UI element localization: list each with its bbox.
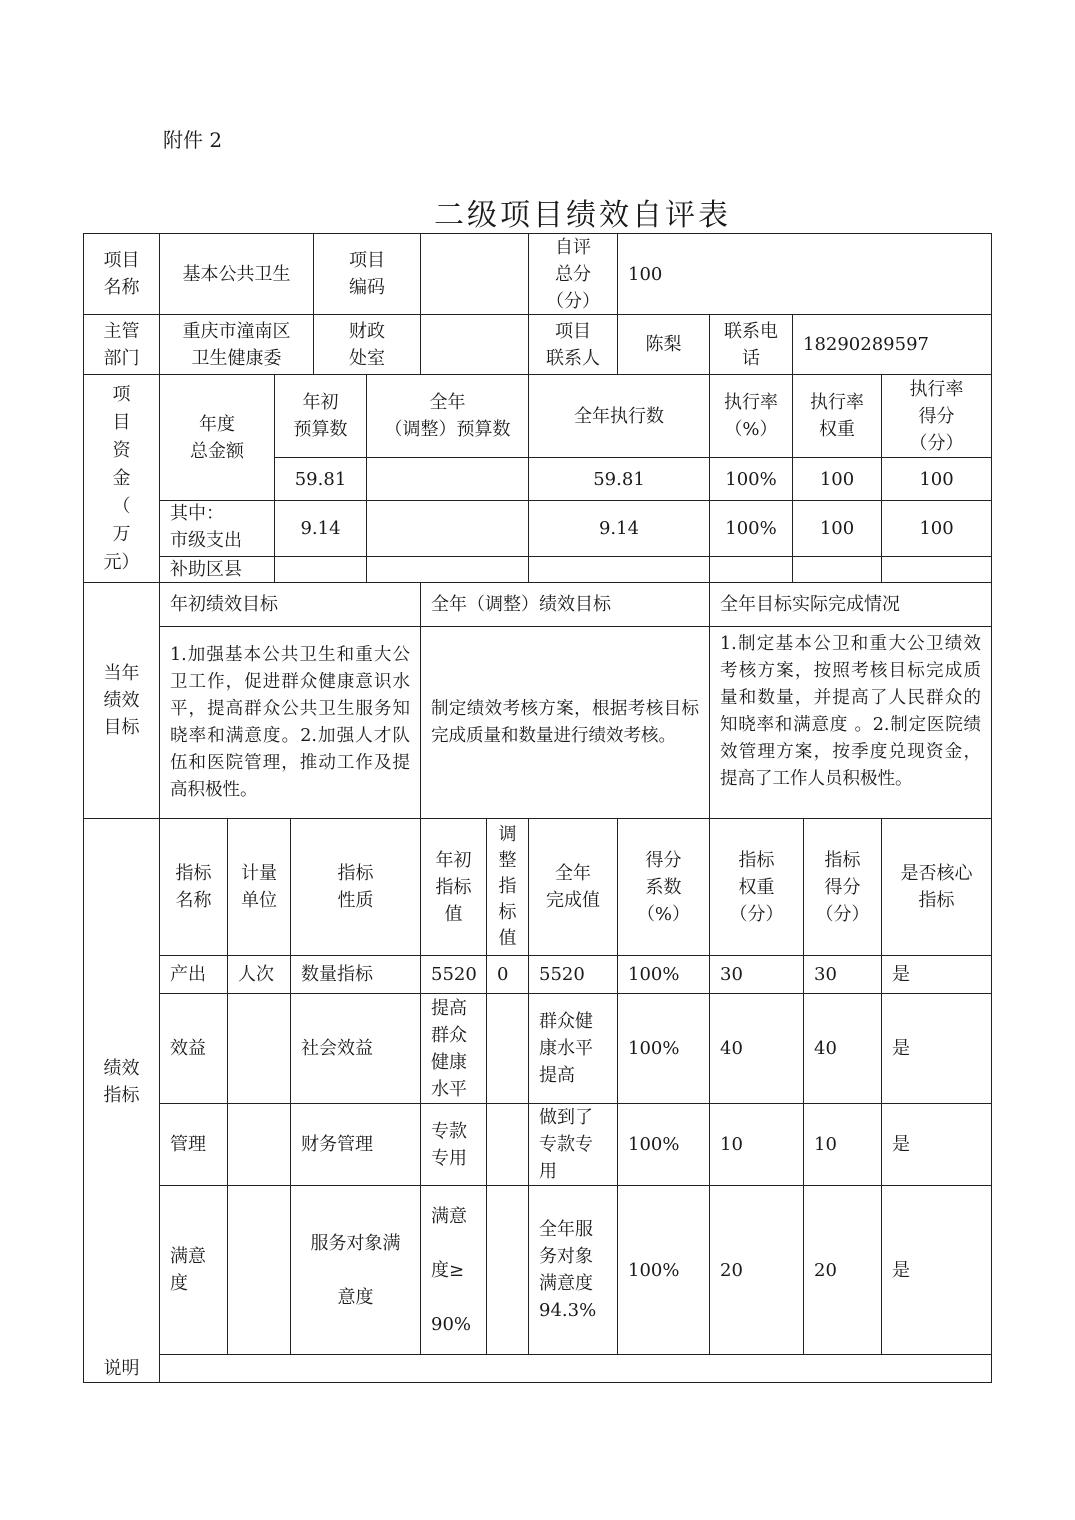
indicator-row-3-score: 20: [803, 1185, 882, 1355]
indicator-row-1-core: 是: [881, 993, 992, 1104]
notes-value: [159, 1354, 992, 1383]
indicator-row-2-score: 10: [803, 1103, 882, 1186]
indicator-row-3-unit: [227, 1185, 291, 1355]
rate-weight-header: 执行率 权重: [792, 374, 882, 458]
city-rate-weight: 100: [792, 500, 882, 557]
indicator-row-0-completed: 5520: [528, 955, 618, 994]
indicator-score-header: 指标 得分 （分）: [803, 818, 882, 956]
indicator-row-0-adjusted: 0: [486, 955, 529, 994]
contact-person-value: 陈梨: [617, 314, 710, 375]
actual-goal-header: 全年目标实际完成情况: [709, 582, 992, 627]
page-title: 二级项目绩效自评表: [434, 198, 731, 233]
initial-goal-header: 年初绩效目标: [159, 582, 421, 627]
funds-section-label: 项 目 资 金 （ 万 元）: [83, 374, 160, 583]
city-rate-score: 100: [881, 500, 992, 557]
indicator-row-3-weight: 20: [709, 1185, 804, 1355]
city-adjusted-budget: [366, 500, 529, 557]
indicator-row-1-completed: 群众健 康水平 提高: [528, 993, 618, 1104]
indicator-row-1-weight: 40: [709, 993, 804, 1104]
city-executed: 9.14: [528, 500, 710, 557]
phone-label: 联系电 话: [709, 314, 793, 375]
finance-office-label: 财政 处室: [313, 314, 421, 375]
total-initial-budget: 59.81: [274, 457, 367, 501]
indicator-row-2-name: 管理: [159, 1103, 228, 1186]
indicator-row-1-initial: 提高 群众 健康 水平: [420, 993, 487, 1104]
department-value: 重庆市潼南区 卫生健康委: [159, 314, 314, 375]
indicator-row-2-weight: 10: [709, 1103, 804, 1186]
nature-header: 指标 性质: [290, 818, 421, 956]
indicator-row-1-coefficient: 100%: [617, 993, 710, 1104]
executed-amount-header: 全年执行数: [528, 374, 710, 458]
contact-person-label: 项目 联系人: [528, 314, 618, 375]
indicator-weight-header: 指标 权重 （分）: [709, 818, 804, 956]
indicator-row-3-adjusted: [486, 1185, 529, 1355]
total-executed: 59.81: [528, 457, 710, 501]
actual-goal-text: 1.制定基本公卫和重大公卫绩效考核方案，按照考核目标完成质量和数量，并提高了人民群众的知晓率和满意度 。2.制定医院绩效管理方案，按季度兑现资金，提高了工作人员积极性。: [709, 626, 992, 819]
indicator-row-3-core: 是: [881, 1185, 992, 1355]
indicator-row-0-core: 是: [881, 955, 992, 994]
indicator-row-0-coefficient: 100%: [617, 955, 710, 994]
district-execution-rate: [709, 556, 793, 583]
indicator-row-0-unit: 人次: [227, 955, 291, 994]
indicator-row-2-unit: [227, 1103, 291, 1186]
total-execution-rate: 100%: [709, 457, 793, 501]
indicator-row-0-weight: 30: [709, 955, 804, 994]
adjusted-target-header: 调 整 指 标 值: [486, 818, 529, 956]
city-expense-label: 其中： 市级支出: [159, 500, 275, 557]
initial-target-header: 年初 指标 值: [420, 818, 487, 956]
indicator-row-2-completed: 做到了 专款专 用: [528, 1103, 618, 1186]
unit-header: 计量 单位: [227, 818, 291, 956]
indicator-name-header: 指标 名称: [159, 818, 228, 956]
district-executed: [528, 556, 710, 583]
core-indicator-header: 是否核心 指标: [881, 818, 992, 956]
indicator-row-0-name: 产出: [159, 955, 228, 994]
self-evaluation-table: [83, 233, 992, 1383]
adjusted-budget-header: 全年 （调整）预算数: [366, 374, 529, 458]
project-code-label: 项目 编码: [313, 233, 421, 315]
city-initial-budget: 9.14: [274, 500, 367, 557]
indicator-row-1-unit: [227, 993, 291, 1104]
attachment-label: 附件 2: [163, 128, 223, 152]
indicator-row-0-score: 30: [803, 955, 882, 994]
score-coefficient-header: 得分 系数 （%）: [617, 818, 710, 956]
initial-goal-text: 1.加强基本公共卫生和重大公卫工作，促进群众健康意识水平，提高群众公共卫生服务知晓率和满意度。2.加强人才队伍和医院管理，推动工作及提高积极性。: [159, 626, 421, 819]
indicator-row-2-coefficient: 100%: [617, 1103, 710, 1186]
indicator-row-0-initial: 5520: [420, 955, 487, 994]
total-adjusted-budget: [366, 457, 529, 501]
district-rate-score: [881, 556, 992, 583]
project-name-value: 基本公共卫生: [159, 233, 314, 315]
indicator-row-2-adjusted: [486, 1103, 529, 1186]
goals-section-label: 当年 绩效 目标: [83, 582, 160, 819]
total-rate-score: 100: [881, 457, 992, 501]
finance-office-value: [420, 314, 529, 375]
indicator-row-2-nature: 财务管理: [290, 1103, 421, 1186]
indicator-row-3-initial: 满意 度≥ 90%: [420, 1185, 487, 1355]
project-code-value: [420, 233, 529, 315]
rate-score-header: 执行率 得分 （分）: [881, 374, 992, 458]
indicator-row-3-name: 满意 度: [159, 1185, 228, 1355]
self-score-label: 自评 总分 （分）: [528, 233, 618, 315]
indicator-row-3-nature: 服务对象满 意度: [290, 1185, 421, 1355]
indicator-row-0-nature: 数量指标: [290, 955, 421, 994]
city-execution-rate: 100%: [709, 500, 793, 557]
adjusted-goal-header: 全年（调整）绩效目标: [420, 582, 710, 627]
project-name-label: 项目 名称: [83, 233, 160, 315]
indicator-row-1-name: 效益: [159, 993, 228, 1104]
indicators-section-label: 绩效 指标: [83, 818, 160, 1383]
self-score-value: 100: [617, 233, 992, 315]
department-label: 主管 部门: [83, 314, 160, 375]
indicator-row-1-adjusted: [486, 993, 529, 1104]
indicator-row-2-initial: 专款 专用: [420, 1103, 487, 1186]
adjusted-goal-text: 制定绩效考核方案，根据考核目标完成质量和数量进行绩效考核。: [420, 626, 710, 819]
district-rate-weight: [792, 556, 882, 583]
district-adjusted-budget: [366, 556, 529, 583]
initial-budget-header: 年初 预算数: [274, 374, 367, 458]
completed-value-header: 全年 完成值: [528, 818, 618, 956]
execution-rate-header: 执行率 （%）: [709, 374, 793, 458]
district-subsidy-label: 补助区县: [159, 556, 275, 583]
district-initial-budget: [274, 556, 367, 583]
annual-total-label: 年度 总金额: [159, 374, 275, 501]
total-rate-weight: 100: [792, 457, 882, 501]
indicator-row-2-core: 是: [881, 1103, 992, 1186]
indicator-row-3-completed: 全年服 务对象 满意度 94.3%: [528, 1185, 618, 1355]
notes-label: 说明: [83, 1354, 160, 1383]
indicator-row-1-score: 40: [803, 993, 882, 1104]
phone-value: 18290289597: [792, 314, 992, 375]
indicator-row-3-coefficient: 100%: [617, 1185, 710, 1355]
indicator-row-1-nature: 社会效益: [290, 993, 421, 1104]
